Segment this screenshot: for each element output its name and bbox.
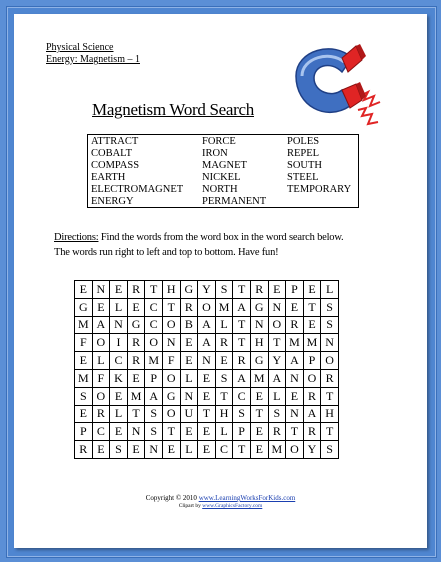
- grid-cell[interactable]: S: [145, 423, 163, 441]
- grid-cell[interactable]: E: [180, 423, 198, 441]
- word-box-item: EARTH: [91, 172, 126, 183]
- grid-cell[interactable]: R: [215, 334, 233, 352]
- grid-cell[interactable]: E: [180, 334, 198, 352]
- directions-line-2: The words run right to left and top to bottom. Have fun!: [54, 247, 279, 258]
- word-box-item: REPEL: [287, 148, 320, 159]
- grid-cell[interactable]: T: [162, 423, 180, 441]
- directions-text: [54, 230, 394, 260]
- grid-cell[interactable]: M: [268, 441, 286, 459]
- copyright-text: Copyright © 2010: [145, 494, 199, 502]
- grid-row: [75, 405, 339, 423]
- grid-cell[interactable]: E: [268, 281, 286, 299]
- grid-row: [75, 298, 339, 316]
- grid-cell[interactable]: T: [233, 316, 251, 334]
- grid-cell[interactable]: M: [303, 334, 321, 352]
- grid-cell[interactable]: S: [215, 369, 233, 387]
- grid-cell[interactable]: P: [286, 281, 304, 299]
- grid-cell[interactable]: N: [145, 441, 163, 459]
- grid-cell[interactable]: O: [268, 316, 286, 334]
- grid-cell[interactable]: R: [75, 441, 93, 459]
- grid-row: [75, 352, 339, 370]
- grid-cell[interactable]: H: [162, 281, 180, 299]
- grid-row: [75, 441, 339, 459]
- grid-cell[interactable]: A: [198, 334, 216, 352]
- grid-cell[interactable]: A: [92, 316, 110, 334]
- grid-cell[interactable]: L: [215, 316, 233, 334]
- grid-cell[interactable]: R: [303, 387, 321, 405]
- grid-cell[interactable]: E: [75, 281, 93, 299]
- word-box-item: ENERGY: [91, 196, 134, 207]
- grid-cell[interactable]: E: [250, 423, 268, 441]
- grid-cell[interactable]: F: [92, 369, 110, 387]
- grid-cell[interactable]: T: [268, 334, 286, 352]
- grid-cell[interactable]: M: [75, 369, 93, 387]
- grid-cell[interactable]: O: [162, 369, 180, 387]
- grid-cell[interactable]: O: [145, 334, 163, 352]
- grid-cell[interactable]: N: [286, 369, 304, 387]
- grid-cell[interactable]: H: [321, 405, 339, 423]
- header-topic: Energy: Magnetism – 1: [46, 54, 140, 65]
- grid-cell[interactable]: S: [321, 441, 339, 459]
- word-box-item: COBALT: [91, 148, 133, 159]
- grid-cell[interactable]: G: [162, 387, 180, 405]
- grid-cell[interactable]: L: [110, 298, 128, 316]
- grid-cell[interactable]: E: [215, 352, 233, 370]
- grid-cell[interactable]: H: [250, 334, 268, 352]
- grid-cell[interactable]: B: [180, 316, 198, 334]
- grid-cell[interactable]: E: [75, 352, 93, 370]
- grid-cell[interactable]: C: [233, 387, 251, 405]
- directions-line-1: Find the words from the word box in the word search below.: [98, 232, 344, 243]
- word-box-item: IRON: [202, 148, 228, 159]
- grid-cell[interactable]: F: [162, 352, 180, 370]
- word-box-item: PERMANENT: [202, 196, 267, 207]
- grid-cell[interactable]: L: [180, 369, 198, 387]
- grid-cell[interactable]: R: [250, 281, 268, 299]
- grid-cell[interactable]: R: [92, 405, 110, 423]
- grid-cell[interactable]: G: [75, 298, 93, 316]
- grid-cell[interactable]: A: [233, 298, 251, 316]
- grid-cell[interactable]: N: [162, 334, 180, 352]
- grid-cell[interactable]: E: [180, 352, 198, 370]
- grid-cell[interactable]: T: [286, 423, 304, 441]
- grid-cell[interactable]: P: [145, 369, 163, 387]
- grid-cell[interactable]: N: [180, 387, 198, 405]
- grid-cell[interactable]: O: [303, 369, 321, 387]
- grid-cell[interactable]: L: [215, 423, 233, 441]
- grid-cell[interactable]: M: [145, 352, 163, 370]
- grid-cell[interactable]: N: [286, 405, 304, 423]
- word-box-item: COMPASS: [91, 160, 140, 171]
- grid-cell[interactable]: O: [92, 387, 110, 405]
- grid-cell[interactable]: T: [303, 298, 321, 316]
- grid-cell[interactable]: P: [233, 423, 251, 441]
- grid-cell[interactable]: I: [110, 334, 128, 352]
- grid-cell[interactable]: S: [145, 405, 163, 423]
- grid-cell[interactable]: E: [92, 298, 110, 316]
- word-box-item: NICKEL: [202, 172, 241, 183]
- grid-cell[interactable]: E: [162, 441, 180, 459]
- grid-cell[interactable]: T: [198, 405, 216, 423]
- grid-cell[interactable]: L: [110, 405, 128, 423]
- grid-cell[interactable]: R: [303, 423, 321, 441]
- grid-cell[interactable]: T: [145, 281, 163, 299]
- grid-cell[interactable]: E: [110, 281, 128, 299]
- page-title: Magnetism Word Search: [92, 100, 254, 119]
- grid-cell[interactable]: E: [286, 387, 304, 405]
- grid-cell[interactable]: T: [233, 441, 251, 459]
- grid-cell[interactable]: R: [127, 334, 145, 352]
- grid-cell[interactable]: C: [110, 352, 128, 370]
- grid-cell[interactable]: P: [303, 352, 321, 370]
- grid-cell[interactable]: O: [198, 298, 216, 316]
- grid-cell[interactable]: R: [286, 316, 304, 334]
- grid-row: [75, 281, 339, 299]
- header-subject: Physical Science: [46, 42, 114, 53]
- grid-cell[interactable]: L: [321, 281, 339, 299]
- grid-cell[interactable]: L: [268, 387, 286, 405]
- grid-cell[interactable]: O: [286, 441, 304, 459]
- grid-cell[interactable]: T: [321, 423, 339, 441]
- grid-cell[interactable]: T: [162, 298, 180, 316]
- grid-row: [75, 334, 339, 352]
- grid-cell[interactable]: S: [233, 405, 251, 423]
- grid-cell[interactable]: S: [321, 316, 339, 334]
- grid-cell[interactable]: M: [215, 298, 233, 316]
- clipart-text: Clipart by: [178, 503, 203, 509]
- grid-cell[interactable]: E: [92, 441, 110, 459]
- grid-cell[interactable]: H: [215, 405, 233, 423]
- grid-cell[interactable]: T: [127, 405, 145, 423]
- grid-cell[interactable]: E: [75, 405, 93, 423]
- grid-cell[interactable]: L: [180, 441, 198, 459]
- grid-cell[interactable]: E: [250, 387, 268, 405]
- grid-cell[interactable]: S: [110, 441, 128, 459]
- grid-cell[interactable]: M: [127, 387, 145, 405]
- grid-cell[interactable]: R: [268, 423, 286, 441]
- grid-cell[interactable]: E: [127, 369, 145, 387]
- word-box-item: ELECTROMAGNET: [91, 184, 184, 195]
- grid-cell[interactable]: N: [321, 334, 339, 352]
- grid-cell[interactable]: R: [127, 281, 145, 299]
- grid-cell[interactable]: O: [162, 316, 180, 334]
- grid-cell[interactable]: R: [233, 352, 251, 370]
- grid-cell[interactable]: C: [145, 298, 163, 316]
- grid-cell[interactable]: T: [233, 281, 251, 299]
- grid-cell[interactable]: M: [250, 369, 268, 387]
- grid-cell[interactable]: S: [215, 281, 233, 299]
- horseshoe-magnet-icon: [276, 36, 388, 134]
- grid-cell[interactable]: E: [303, 281, 321, 299]
- grid-cell[interactable]: G: [250, 352, 268, 370]
- grid-cell[interactable]: Y: [268, 352, 286, 370]
- grid-cell[interactable]: T: [233, 334, 251, 352]
- grid-cell[interactable]: A: [233, 369, 251, 387]
- grid-row: [75, 369, 339, 387]
- grid-cell[interactable]: A: [145, 387, 163, 405]
- grid-cell[interactable]: C: [215, 441, 233, 459]
- directions-label: Directions:: [54, 232, 99, 243]
- grid-cell[interactable]: M: [286, 334, 304, 352]
- grid-cell[interactable]: O: [162, 405, 180, 423]
- grid-cell[interactable]: E: [250, 441, 268, 459]
- grid-cell[interactable]: S: [75, 387, 93, 405]
- grid-cell[interactable]: C: [92, 423, 110, 441]
- grid-row: [75, 387, 339, 405]
- grid-cell[interactable]: G: [180, 281, 198, 299]
- word-box-item: STEEL: [287, 172, 319, 183]
- grid-cell[interactable]: U: [180, 405, 198, 423]
- grid-cell[interactable]: T: [215, 387, 233, 405]
- grid-cell[interactable]: E: [286, 298, 304, 316]
- grid-cell[interactable]: N: [110, 316, 128, 334]
- grid-cell[interactable]: O: [92, 334, 110, 352]
- grid-cell[interactable]: C: [145, 316, 163, 334]
- word-box: [87, 134, 359, 208]
- grid-cell[interactable]: P: [75, 423, 93, 441]
- grid-cell[interactable]: E: [198, 369, 216, 387]
- grid-cell[interactable]: N: [198, 352, 216, 370]
- grid-cell[interactable]: R: [180, 298, 198, 316]
- word-box-item: NORTH: [202, 184, 238, 195]
- grid-cell[interactable]: S: [268, 405, 286, 423]
- word-box-item: SOUTH: [287, 160, 323, 171]
- copyright-line: [14, 494, 427, 502]
- grid-cell[interactable]: E: [110, 387, 128, 405]
- grid-cell[interactable]: F: [75, 334, 93, 352]
- grid-cell[interactable]: G: [127, 316, 145, 334]
- word-box-item: POLES: [287, 136, 320, 147]
- grid-cell[interactable]: S: [321, 298, 339, 316]
- grid-cell[interactable]: L: [92, 352, 110, 370]
- grid-cell[interactable]: A: [286, 352, 304, 370]
- grid-cell[interactable]: A: [268, 369, 286, 387]
- grid-cell[interactable]: K: [110, 369, 128, 387]
- grid-cell[interactable]: A: [303, 405, 321, 423]
- worksheet-page: [14, 14, 427, 548]
- grid-cell[interactable]: N: [250, 316, 268, 334]
- grid-cell[interactable]: T: [250, 405, 268, 423]
- grid-cell[interactable]: T: [321, 387, 339, 405]
- grid-cell[interactable]: R: [127, 352, 145, 370]
- grid-cell[interactable]: E: [303, 316, 321, 334]
- grid-cell[interactable]: Y: [303, 441, 321, 459]
- grid-cell[interactable]: G: [250, 298, 268, 316]
- grid-row: [75, 316, 339, 334]
- grid-cell[interactable]: E: [110, 423, 128, 441]
- grid-cell[interactable]: R: [321, 369, 339, 387]
- grid-cell[interactable]: M: [75, 316, 93, 334]
- word-search-grid: [74, 280, 339, 459]
- copyright-link[interactable]: www.LearningWorksForKids.com: [198, 494, 296, 502]
- grid-cell[interactable]: E: [127, 441, 145, 459]
- clipart-link[interactable]: www.GraphicsFactory.com: [202, 503, 263, 509]
- word-box-item: FORCE: [202, 136, 236, 147]
- word-box-item: ATTRACT: [91, 136, 139, 147]
- grid-cell[interactable]: N: [268, 298, 286, 316]
- grid-cell[interactable]: Y: [198, 281, 216, 299]
- grid-cell[interactable]: O: [321, 352, 339, 370]
- clipart-credit-line: [14, 503, 427, 509]
- word-box-item: TEMPORARY: [287, 184, 352, 195]
- grid-cell[interactable]: E: [198, 423, 216, 441]
- grid-row: [75, 423, 339, 441]
- word-box-item: MAGNET: [202, 160, 247, 171]
- grid-cell[interactable]: E: [198, 387, 216, 405]
- grid-cell[interactable]: N: [127, 423, 145, 441]
- grid-cell[interactable]: E: [198, 441, 216, 459]
- grid-cell[interactable]: A: [198, 316, 216, 334]
- grid-cell[interactable]: E: [127, 298, 145, 316]
- grid-cell[interactable]: N: [92, 281, 110, 299]
